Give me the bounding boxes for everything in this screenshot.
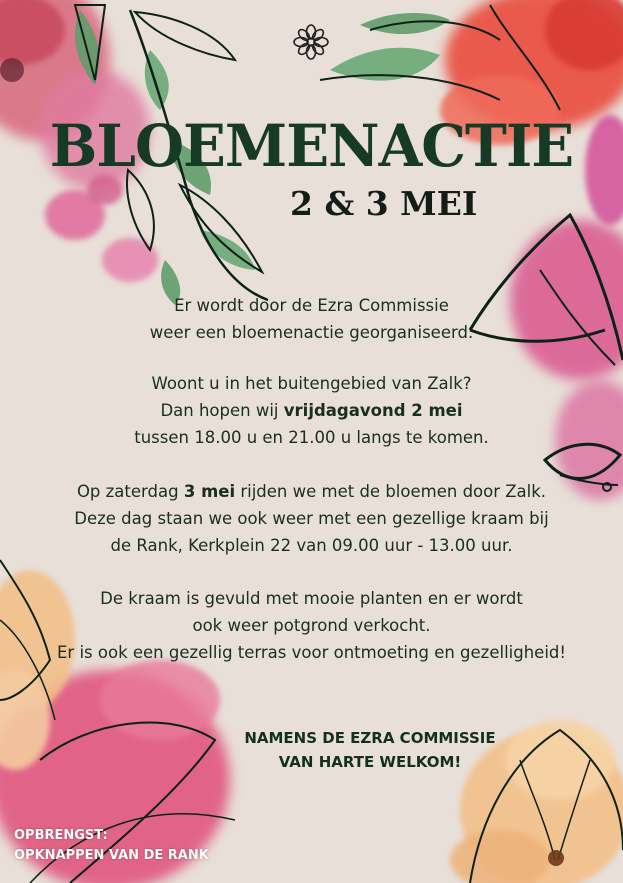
highlight-date: 3 mei	[183, 482, 236, 501]
poster-title: BLOEMENACTIE	[49, 112, 574, 180]
closing-message	[180, 726, 560, 774]
body-line	[0, 589, 623, 608]
body-line	[0, 401, 623, 420]
highlight-date: vrijdagavond 2 mei	[283, 401, 463, 420]
body-text: Deze dag staan we ook weer met een gezellige kraam bij	[74, 509, 549, 528]
body-text: Er wordt door de Ezra Commissie	[174, 296, 449, 315]
body-text: Dan hopen wij	[160, 401, 284, 420]
body-text: weer een bloemenactie georganiseerd.	[149, 323, 474, 342]
body-text: Er is ook een gezellig terras voor ontmoeting en gezelligheid!	[57, 643, 566, 662]
body-text: tussen 18.00 u en 21.00 u langs te komen.	[134, 428, 489, 447]
body-line	[0, 536, 623, 555]
closing-line-2: VAN HARTE WELKOM!	[278, 753, 462, 771]
proceeds-label: OPBRENGST:	[14, 828, 108, 843]
flower-outline-icon	[293, 24, 329, 60]
closing-line-1: NAMENS DE EZRA COMMISSIE	[244, 729, 496, 747]
body-line	[0, 296, 623, 315]
proceeds-note	[14, 826, 209, 866]
body-line	[0, 428, 623, 447]
poster-subtitle: 2 & 3 MEI	[290, 184, 478, 223]
body-line	[0, 482, 623, 501]
body-line	[0, 509, 623, 528]
body-text: rijden we met de bloemen door Zalk.	[235, 482, 547, 501]
body-line	[0, 374, 623, 393]
body-line	[0, 616, 623, 635]
proceeds-text: OPKNAPPEN VAN DE RANK	[14, 848, 209, 863]
body-text: De kraam is gevuld met mooie planten en er wordt	[100, 589, 523, 608]
body-line	[0, 323, 623, 342]
body-text: Op zaterdag	[76, 482, 184, 501]
right-pink-flower	[470, 215, 623, 500]
body-text: Woont u in het buitengebied van Zalk?	[151, 374, 472, 393]
body-text: de Rank, Kerkplein 22 van 09.00 uur - 13.00 uur.	[110, 536, 513, 555]
body-line	[0, 643, 623, 662]
body-text: ook weer potgrond verkocht.	[192, 616, 431, 635]
